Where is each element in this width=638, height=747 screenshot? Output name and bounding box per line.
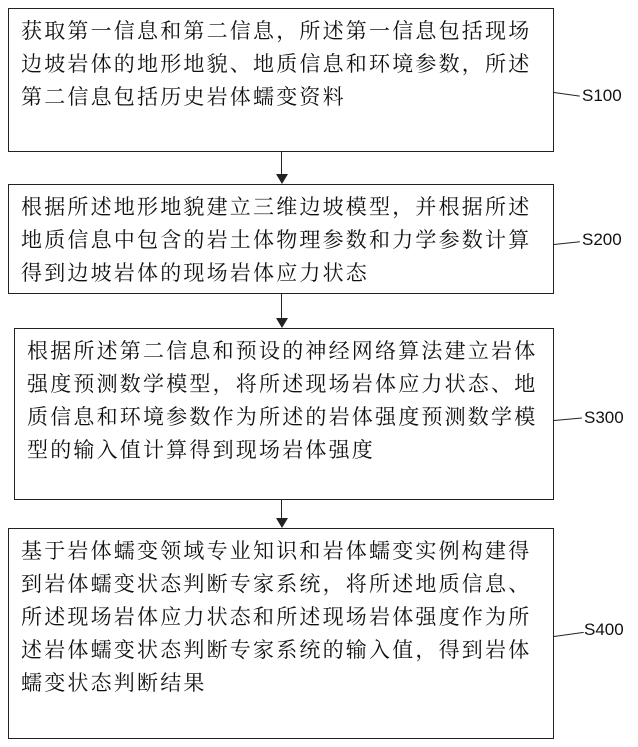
step-box-s400 bbox=[8, 528, 554, 739]
step-box-s300 bbox=[14, 328, 554, 500]
step-label-s100: S100 bbox=[582, 86, 622, 105]
arrow-line-3 bbox=[281, 500, 282, 520]
arrow-head-2 bbox=[276, 318, 288, 328]
arrow-head-1 bbox=[276, 174, 288, 184]
arrow-line-1 bbox=[281, 152, 282, 176]
arrow-head-3 bbox=[276, 518, 288, 528]
leader-line-s400 bbox=[554, 632, 584, 637]
step-label-s300: S300 bbox=[584, 408, 624, 427]
step-label-s200: S200 bbox=[582, 230, 622, 249]
step-text-s400: 基于岩体蠕变领域专业知识和岩体蠕变实例构建得到岩体蠕变状态判断专家系统，将所述地质信息、所述现场岩体应力状态和所述现场岩体强度作为所述岩体蠕变状态判断专家系统的输入值，得到岩体蠕变状态判断结果 bbox=[21, 539, 532, 695]
step-box-s200 bbox=[8, 184, 554, 294]
step-label-s400: S400 bbox=[584, 620, 624, 639]
step-text-s100: 获取第一信息和第二信息，所述第一信息包括现场边坡岩体的地形地貌、地质信息和环境参数，所述第二信息包括历史岩体蠕变资料 bbox=[21, 19, 532, 109]
leader-line-s200 bbox=[554, 241, 580, 245]
leader-line-s300 bbox=[554, 418, 582, 421]
step-box-s100 bbox=[8, 8, 554, 152]
arrow-line-2 bbox=[281, 294, 282, 320]
step-text-s300: 根据所述第二信息和预设的神经网络算法建立岩体强度预测数学模型，将所述现场岩体应力状态、地质信息和环境参数作为所述的岩体强度预测数学模型的输入值计算得到现场岩体强度 bbox=[27, 339, 538, 462]
step-text-s200: 根据所述地形地貌建立三维边坡模型，并根据所述地质信息中包含的岩土体物理参数和力学参数计算得到边坡岩体的现场岩体应力状态 bbox=[21, 195, 532, 285]
leader-line-s100 bbox=[554, 92, 580, 97]
